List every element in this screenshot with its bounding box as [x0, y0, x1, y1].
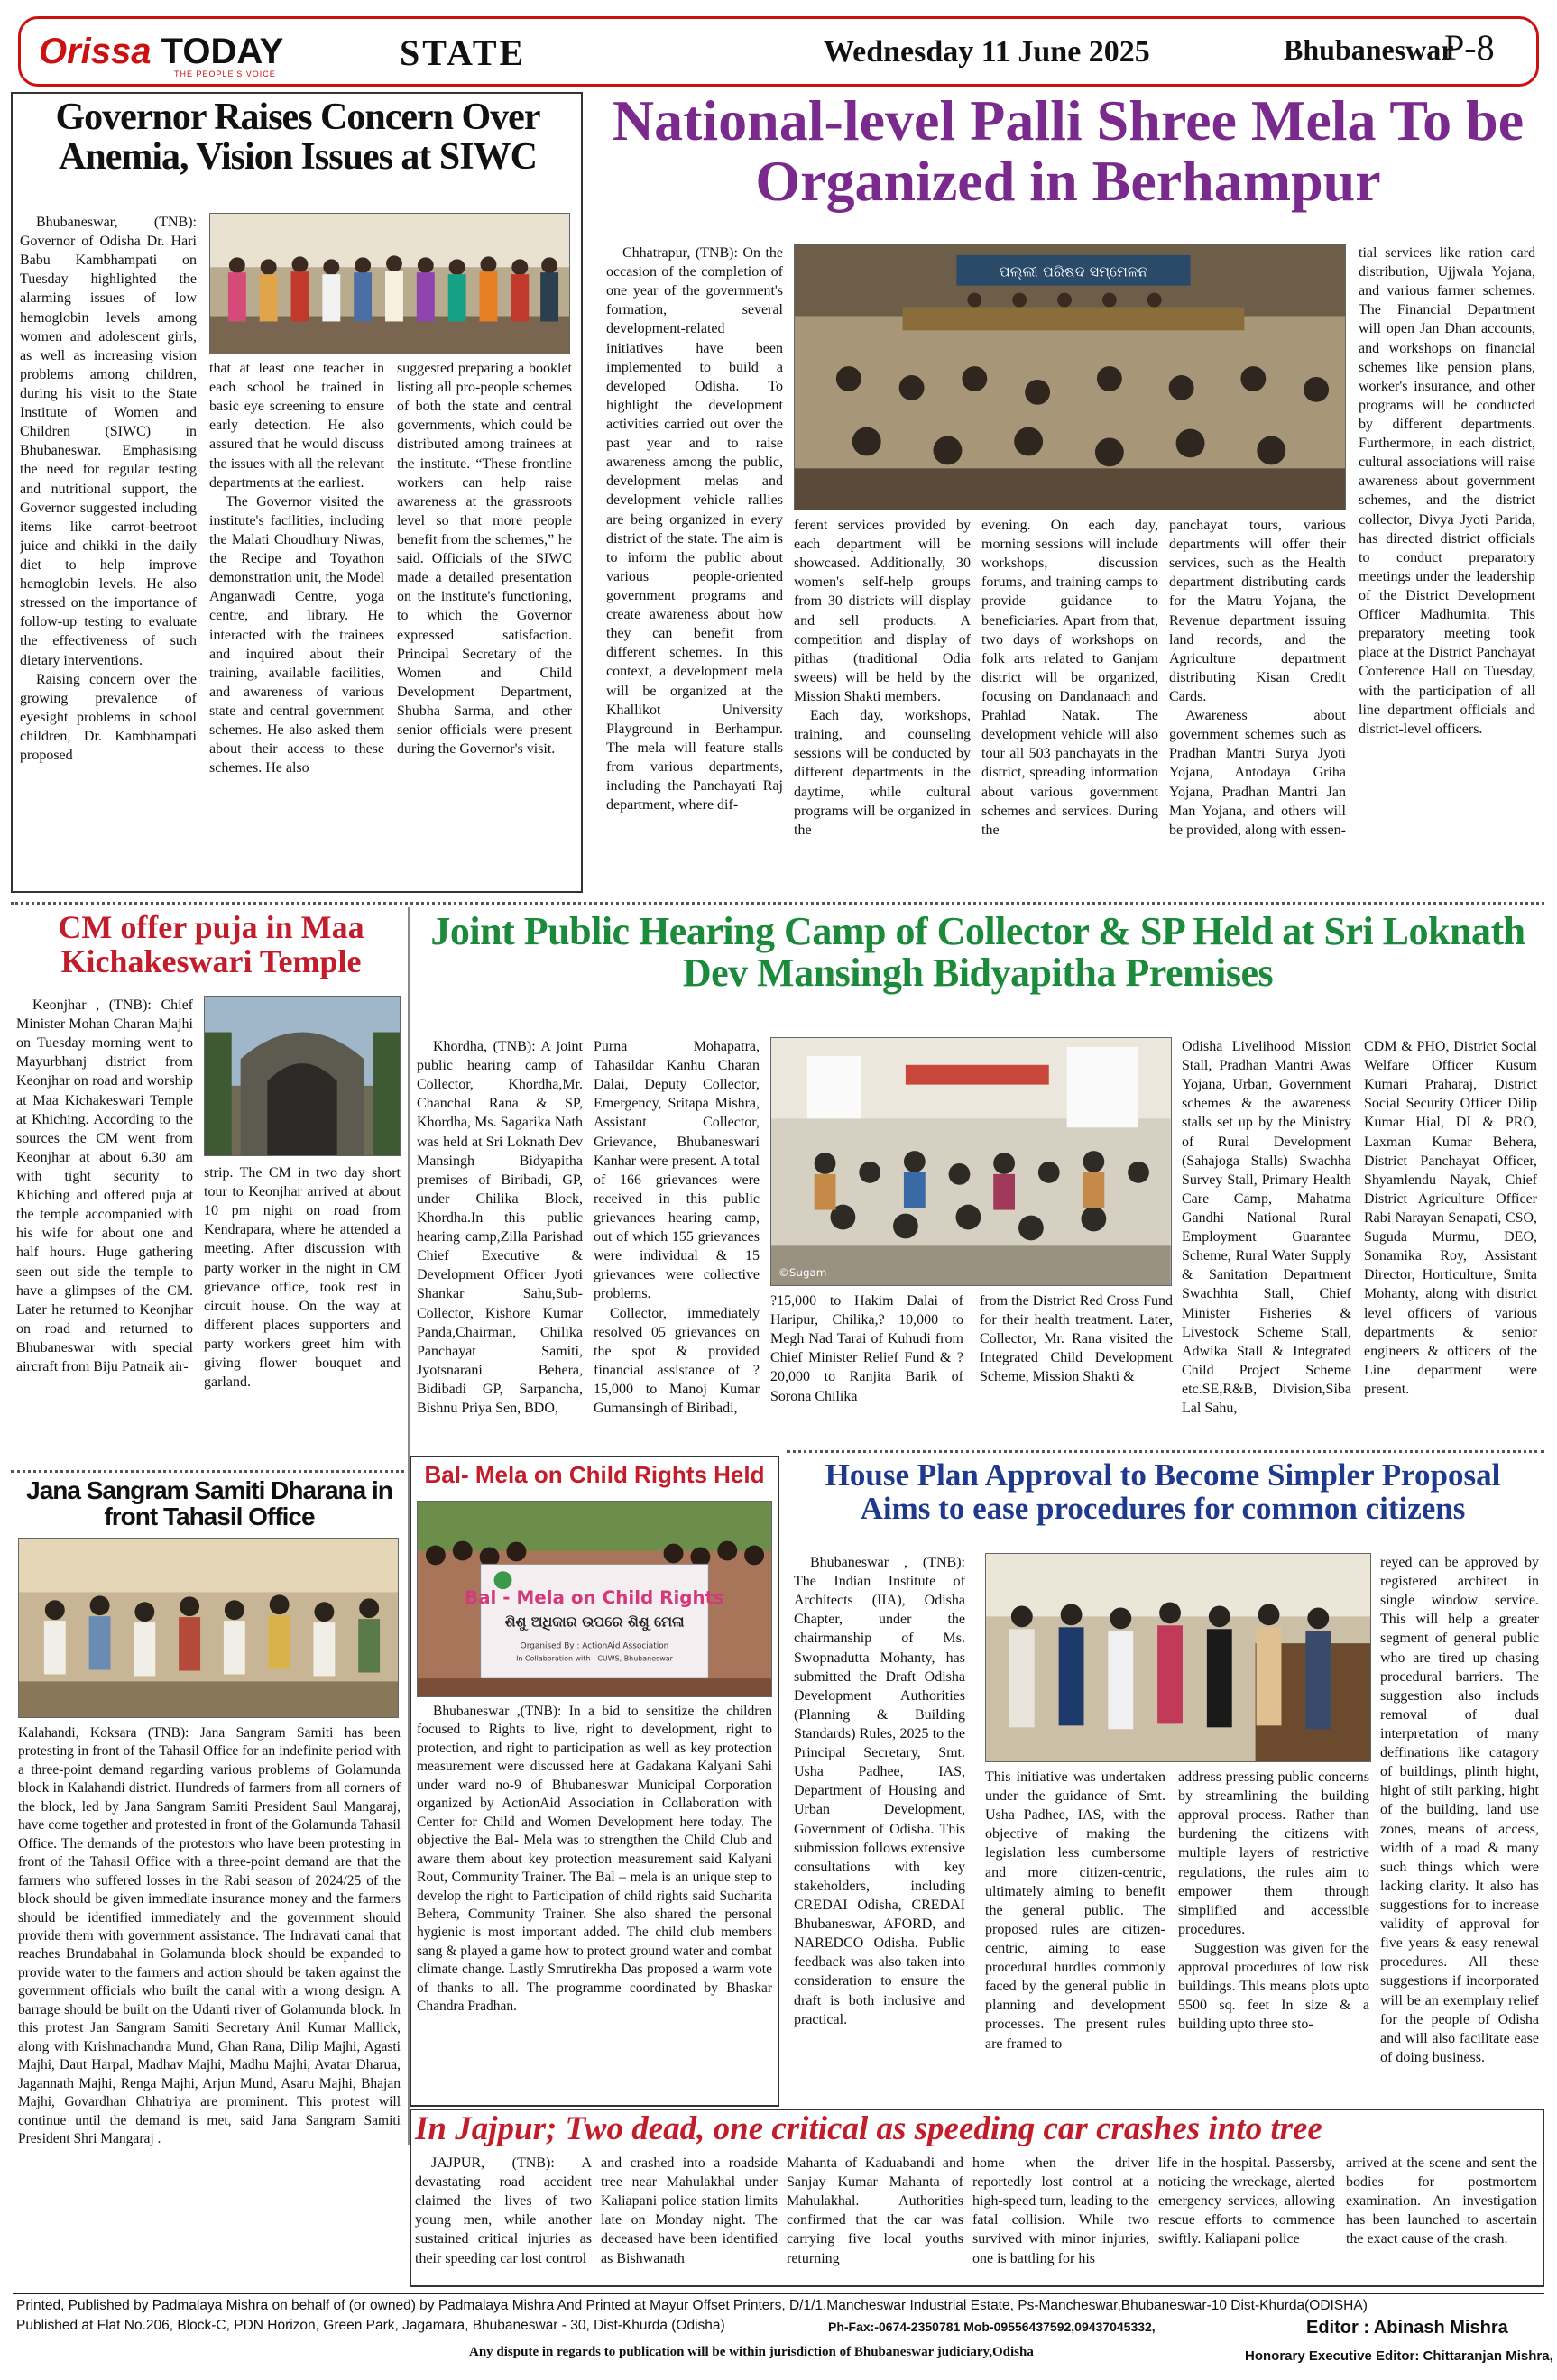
paragraph: This initiative was undertaken under the guidance of Smt. Usha Padhee, IAS, with the objective of making the legislation less cumbersome and more citizen-centric, ultimately aiming to benefit the general public. The proposed rules are citizen-centric, aiming to ease procedural hurdles commonly faced by the general public in planning and development processes. The present rules are framed to	[985, 1769, 1165, 2052]
paragraph: ferent services provided by each department will be showcased. Additionally, 30 women's self-help groups from 30 districts will display and sell products. A competition and display of pithas (traditional Odia sweets) will be held by the Mission Shakti members.	[794, 518, 971, 704]
jajpur-headline[interactable]: In Jajpur; Two dead, one critical as speeding car crashes into tree	[415, 2110, 1322, 2147]
house-col-3	[1178, 1768, 1369, 2105]
palli-col-3	[981, 516, 1158, 891]
stage-banner-text: ପଲ୍ଲୀ ପରିଷଦ ସମ୍ମେଳନ	[999, 262, 1148, 280]
newspaper-logo[interactable]	[39, 32, 283, 72]
hearing-camp-photo	[770, 1037, 1172, 1286]
banner-line-3: Organised By : ActionAid Association	[520, 1641, 669, 1651]
cm-col-1	[16, 996, 193, 1468]
bal-mela-photo	[417, 1501, 772, 1697]
footer-phone: Ph-Fax:-0674-2350781 Mob-09556437592,09437045332,	[828, 2320, 1156, 2334]
dharana-photo	[18, 1538, 399, 1718]
temple-photo	[204, 996, 401, 1156]
paragraph: arrived at the scene and sent the bodies for postmortem examination. An investigation has been launched to ascertain the exact cause of the crash.	[1346, 2155, 1537, 2247]
paragraph: suggested preparing a booklet listing all pro-people schemes of both the state and central governments, which could be distributed among trainees at the institute. “These frontline workers can help raise awareness at the grassroots level so that more people benefit from the schemes,” he said. Officials of the SIWC made a detailed presentation on the institute's functioning, to which the Governor expressed satisfaction. Principal Secretary of the Women and Child Development Department, Shubha Sarma, and other senior officials were present during the Governor's visit.	[397, 361, 572, 758]
jajpur-col-1	[415, 2154, 592, 2285]
jajpur-col-6	[1346, 2154, 1537, 2285]
paragraph: Bhubaneswar ,(TNB): In a bid to sensitize the children focused to Rights to live, right to development, right to protection, and right to participation as well as key protection measurement were discussed here at Gadakana Kalyani Sahi under ward no-9 of Bhubaneswar Municipal Corporation organized by ActionAid Association in Collaboration with Center for Child and Women Development here today. The objective the Bal- Mela was to strengthen the Child Club and aware them about key protection measurement said Kalyani Rout, Community Trainer. The Bal – mela is an unique step to develop the right to Participation of child rights said Sucharita Behera, Community Trainer. She also shared the personal hygienic is most important added. The child club members sang & played a game how to protect ground water and combat climate change. Lastly Smrutirekha Das proposed a warm vote of thanks to all. The programme coordinated by Bhaskar Chandra Pradhan.	[417, 1704, 772, 2015]
footer-jurisdiction: Any dispute in regards to publication will be within jurisdiction of Bhubaneswar judiciary,Odisha	[469, 2345, 1034, 2359]
paragraph: home when the driver reportedly lost control at a high-speed turn, leading to the fatal collision. While two survived with minor injuries, one is battling for his	[972, 2155, 1149, 2266]
hearing-col-3	[770, 1291, 963, 1441]
hearing-col-5	[1182, 1037, 1351, 1441]
paragraph: JAJPUR, (TNB): A devastating road accident claimed the lives of two young men, while another sustained critical injuries as their speeding car lost control	[415, 2155, 592, 2266]
logo-text: Orissa	[39, 31, 152, 71]
banner-line-4: In Collaboration with - CUWS, Bhubaneswar	[516, 1654, 673, 1663]
cm-col-2	[204, 1163, 401, 1468]
governor-group-photo	[209, 213, 570, 354]
paragraph: reyed can be approved by registered architect in single window service. This will help a greater segment of general public who are tired up chasing procedural barriers. The suggestion also includs removal of dual interpretation of many deffinations like catagory of buildings, plinth hight, hight of stilt parking, hight of the building, land use zones, means of access, width of a road & many such things which were lacking clarity. It also has suggestions for to increase validity of approval for five years & easy renewal procedures. All these suggestions if incorporated will be an exemplary relief for the people of Odisha and will also facilitate ease of doing business.	[1380, 1555, 1539, 2065]
hearing-col-4	[980, 1291, 1173, 1441]
house-col-4	[1380, 1553, 1539, 2105]
paragraph: Kalahandi, Koksara (TNB): Jana Sangram Samiti has been protesting in front of the Tahasil Office for an indefinite period with a three-point demand regarding various problems of Golamunda block in Kalahandi district. Hundreds of farmers from all corners of the block, led by Jana Sangram Samiti President Saul Mangaraj, have come together and protested in front of the Golamunda Tahasil Office. The demands of the protestors who have been protesting in front of the Tahasil Office with a three-point demand are that the farmers who suffered losses in the Rabi season of 2024/25 of the block should be given immediate insurance money and the farmers should be identified immediately and the government should provide them with government assistance. The Indravati canal that reaches Brundabahal in Golamunda block should be expanded to provide water to the farmers and action should be taken against the government officials who built the canal with a wrong design. A barrage should be built on the Udanti river of Golamunda block. In this protest Jan Sangram Samiti Secretary Anil Kumar Mallick, along with Krishnachandra Mund, Ghan Rana, Dilip Majhi, Agasti Majhi, Daut Harpal, Madhav Majhi, Madhu Majhi, Avatar Dharua, Jagannath Majhi, Renga Majhi, Arjun Mund, Asaru Majhi, Bhajan Majhi, Govardhan Chhatriya are prominent. This protest will continue until the demand is met, said Jana Sangram Samiti President Shri Mangaraj .	[18, 1725, 401, 2146]
paragraph: from the District Red Cross Fund for their health treatment. Later, Collector, Mr. Rana visited the Integrated Child Development Scheme, Mission Shakti &	[980, 1293, 1173, 1385]
house-col-1	[794, 1553, 965, 2105]
paragraph: Bhubaneswar , (TNB): The Indian Institute of Architects (IIA), Odisha Chapter, under the chairmanship of Ms. Swopnadutta Mohanty, has submitted the Draft Odisha Development Authorities (Planning & Building Standards) Rules, 2025 to the Principal Secretary, Smt. Usha Padhee, IAS, Department of Housing and Urban Development, Government of Odisha. This submission follows extensive consultations with key stakeholders, including CREDAI Odisha, CREDAI Bhubaneswar, AFORD, and NAREDCO Odisha. Public feedback was also taken into consideration to ensure the draft is both inclusive and practical.	[794, 1555, 965, 2027]
house-plan-headline[interactable]: House Plan Approval to Become Simpler Proposal Aims to ease procedures for common citizens	[825, 1457, 1501, 1526]
palli-col-4	[1169, 516, 1346, 891]
jana-sangram-body	[18, 1724, 401, 2148]
section-divider	[11, 1470, 404, 1473]
palli-shree-headline[interactable]: National-level Palli Shree Mela To be Organized in Berhampur	[612, 88, 1525, 214]
section-name: STATE	[400, 32, 527, 73]
paragraph: Odisha Livelihood Mission Stall, Pradhan Mantri Awas Yojana, Urban, Government schemes & the awareness stalls set up by the Ministry of Rural Development (Sahajoga Stalls) Swachha Survey Stall, Primary Health Care Camp, Mahatma Gandhi National Rural Employment Guarantee Scheme, Rural Water Supply & Sanitation Department Swachhta Stall, Chief Minister Fisheries & Livestock Scheme Stall, Adwika Stall & Integrated Child Project Scheme etc.SE,R&B, Division,Siba Lal Sahu,	[1182, 1039, 1351, 1417]
paragraph: and crashed into a roadside tree near Mahulakhal under Kaliapani police station limits late on Monday night. The deceased have been identified as Bishwanath	[601, 2155, 778, 2266]
page-number: P-8	[1444, 27, 1495, 68]
photo-credit: ©Sugam	[778, 1266, 827, 1280]
paragraph: ?15,000 to Hakim Dalai of Haripur, Chilika,? 10,000 to Megh Nad Tarai of Kuhudi from Chief Minister Relief Fund & ?20,000 to Ranjita Barik of Sorona Chilika	[770, 1293, 963, 1404]
paragraph: strip. The CM in two day short tour to Keonjhar arrived at about 10 pm night on road from Kendrapara, where he attended a meeting. After discussion with party worker in the night in CM grievance office, took rest in circuit house. On the way at different places supporters and party workers greet him with giving flower bouquet and garland.	[204, 1165, 401, 1391]
paragraph: Bhubaneswar, (TNB): Governor of Odisha Dr. Hari Babu Kambhampati on Tuesday highlighted the alarming issues of low hemoglobin levels among women and adolescent girls, as well as increasing vision problems among children, during his visit to the State Institute of Women and Children (SIWC) in Bhubaneswar. Emphasising the need for regular testing and nutritional support, the Governor suggested including items like carrot-beetroot juice and chikki in the daily diet to help improve hemoglobin levels. He also stressed on the importance of follow-up testing to evaluate the effectiveness of such dietary interventions.	[20, 215, 197, 668]
paragraph: Khordha, (TNB): A joint public hearing camp of Collector, Khordha,Mr. Chanchal Rana & SP, Khordha, Ms. Sagarika Nath was held at Sri Loknath Dev Mansingh Bidyapitha premises of Biribadi, GP, under Chilika Block, Khordha.In this public hearing camp,Zilla Parishad Chief Executive & Development Officer Jyoti Shankar Sahu,Sub-Collector, Kishore Kumar Panda,Chairman, Chilika Panchayat Samiti, Jyotsnarani Behera, Bidibadi GP, Sarpancha, Bishnu Priya Sen, BDO,	[417, 1039, 583, 1417]
paragraph: that at least one teacher in each school be trained in basic eye screening to ensure early detection. He also assured that he would discuss the issues with all the relevant departments at the earliest.	[209, 361, 384, 491]
paragraph: address pressing public concerns by streamlining the building approval process. Rather than burdening the citizens with multiple layers of restrictive regulations, the rules aim to empower them through simplified and accessible procedures.	[1178, 1769, 1369, 1937]
paragraph: evening. On each day, morning sessions will include workshops, discussion forums, and training camps to provide guidance to beneficiaries. Apart from that, two days of workshops on folk arts related to Ganjam district will be organized, focusing on Dandanaach and Prahlad Natak. The development vehicle will also tour all 503 panchayats in the district, spreading information about various government schemes and services. During the	[981, 518, 1158, 838]
hearing-col-2	[594, 1037, 760, 1441]
footer-rule	[13, 2293, 1544, 2294]
cm-puja-headline[interactable]: CM offer puja in Maa Kichakeswari Temple	[58, 909, 364, 979]
palli-col-1	[606, 244, 783, 891]
paragraph: Collector, immediately resolved 05 grievances on the spot & provided financial assistance of ?15,000 to Manoj Kumar Gumansingh of Biribadi,	[594, 1305, 760, 1417]
paragraph: Suggestion was given for the approval procedures of low risk buildings. This means plots upto 5500 sq. feet In size & a building upto three sto-	[1178, 1940, 1369, 2033]
paragraph: Raising concern over the growing prevalence of eyesight problems in school children, Dr. Kambhampati proposed	[20, 671, 197, 764]
paragraph: The Governor visited the institute's facilities, including the Malati Choudhury Niwas, the Recipe and Toyathon demonstration unit, the Model Anganwadi Centre, yoga centre, and library. He interacted with the trainees and inquired about their training, available facilities, and awareness of various state and central government schemes. He also asked them about their access to these schemes. He also	[209, 493, 384, 776]
hearing-col-1	[417, 1037, 583, 1441]
jajpur-col-3	[787, 2154, 963, 2285]
footer-editor: Editor : Abinash Mishra	[1306, 2318, 1508, 2338]
hearing-col-6	[1364, 1037, 1537, 1441]
public-hearing-headline[interactable]: Joint Public Hearing Camp of Collector & SP Held at Sri Loknath Dev Mansingh Bidyapitha Premises	[430, 909, 1525, 996]
logo-bold-text: TODAY	[161, 31, 284, 71]
jajpur-col-5	[1158, 2154, 1335, 2285]
issue-date: Wednesday 11 June 2025	[824, 35, 1150, 69]
paragraph: Keonjhar , (TNB): Chief Minister Mohan Charan Majhi on Tuesday morning went to Mayurbhanj district from Keonjhar on road and worship at Maa Kichakeswari Temple at Khiching. According to the sources the CM went from Keonjhar at about 6.30 am with tight security to Khiching and offered puja at the temple accompanied with his wife for about one and half hours. Huge gathering seen out side the temple to have a glimpses of the CM. Later he returned to Keonjhar on road and returned to Bhubaneswar with special aircraft from Biju Patnaik air-	[16, 997, 193, 1375]
house-plan-photo	[985, 1553, 1371, 1762]
section-divider	[787, 1450, 1544, 1453]
paragraph: life in the hospital. Passersby, noticing the wreckage, alerted emergency services, allowing rescue efforts to commence swiftly. Kaliapani police	[1158, 2155, 1335, 2247]
palli-col-5	[1359, 244, 1535, 891]
paragraph: Mahanta of Kaduabandi and Sanjay Kumar Mahanta of Mahulakhal. Authorities confirmed that the car was carrying five local youths returning	[787, 2155, 963, 2266]
footer-published-at: Published at Flat No.206, Block-C, PDN Horizon, Green Park, Jagamara, Bhubaneswar - 30, Dist-Khurda (Odisha)	[16, 2318, 725, 2333]
bal-mela-body	[417, 1703, 772, 2105]
banner-line-1: Bal - Mela on Child Rights	[464, 1586, 725, 1608]
paragraph: Each day, workshops, training, and counseling sessions will be conducted by different departments in the daytime, while cultural programs will be organized in the	[794, 708, 971, 838]
paragraph: Awareness about government schemes such as Pradhan Mantri Surya Jyoti Yojana, Antodaya Griha Yojana, Pradhan Mantri Jan Man Yojana, and others will be provided, along with essen-	[1169, 708, 1346, 838]
paragraph: panchayat tours, various departments will offer their services, such as the Health department distributing cards for the Matru Yojana, the Revenue department issuing land records, and the Agriculture department distributing Kisan Credit Cards.	[1169, 518, 1346, 704]
house-col-2	[985, 1768, 1165, 2105]
paragraph: CDM & PHO, District Social Welfare Officer Kusum Kumari Praharaj, District Social Security Officer Dilip Kumar Hial, DI & PRO, Laxman Kumar Behera, District Panchayat Officer, Shyamlendu Nayak, Chief District Agriculture Officer Rabi Narayan Senapati, CSO, Suguda Murmu, DEO, Sonamika Roy, Assistant Director, Horticulture, Smita Mohanty, along with district level officers of various departments & senior engineers & officers of the Line department were present.	[1364, 1039, 1537, 1397]
paragraph: Purna Mohapatra, Tahasildar Kanhu Charan Dalai, Deputy Collector, Emergency, Sritapa Mishra, Assistant Collector, Grievance, Bhubaneswari Kanhar were present. A total of 166 grievances were received in this public grievances hearing camp, out of which 155 grievances were individual & 15 grievances were collective problems.	[594, 1039, 760, 1302]
governor-col-1	[20, 213, 197, 889]
masthead	[18, 16, 1539, 87]
governor-col-2	[209, 359, 384, 889]
paragraph: Chhatrapur, (TNB): On the occasion of the completion of one year of the government's formation, several development-related initiatives have been implemented to build a developed Odisha. To highlight the development activities carried out over the past year and to raise awareness among the public, development melas and development vehicle rallies are being organized in every district of the state. The aim is to inform the public about various people-oriented government programs and create awareness about how they can benefit from different schemes. In this context, a development mela will be organized at the Khallikot University Playground in Berhampur. The mela will feature stalls from various departments, including the Panchayati Raj department, where dif-	[606, 245, 783, 813]
footer-honorary-editor: Honorary Executive Editor: Chittaranjan Mishra,	[1245, 2348, 1553, 2364]
edition-city: Bhubaneswar	[1284, 33, 1454, 66]
governor-col-3	[397, 359, 572, 889]
section-divider	[11, 902, 1544, 905]
jana-sangram-headline[interactable]: Jana Sangram Samiti Dharana in front Tahasil Office	[26, 1476, 392, 1531]
bal-mela-headline[interactable]: Bal- Mela on Child Rights Held	[424, 1461, 765, 1488]
governor-headline[interactable]: Governor Raises Concern Over Anemia, Vision Issues at SIWC	[55, 96, 540, 179]
logo-tagline: THE PEOPLE'S VOICE	[174, 69, 276, 78]
jajpur-col-2	[601, 2154, 778, 2285]
paragraph: tial services like ration card distribution, Ujjwala Yojana, and various farmer schemes. The Financial Department will open Jan Dhan accounts, and workshops on financial schemes like pension plans, worker's insurance, and other programs will be conducted by different departments. Furthermore, in each district, cultural associations will raise awareness about government schemes, and the district collector, Divya Jyoti Parida, has directed district officials to conduct preparatory meetings under the leadership of the District Development Officer Madhumita. This preparatory meeting took place at the District Panchayat Conference Hall on Tuesday, with the participation of all line department officials and district-level officers.	[1359, 245, 1535, 737]
footer-printed-by: Printed, Published by Padmalaya Mishra on behalf of (or owned) by Padmalaya Mishra And Printed at Mayur Offset Printers, D/1/1,Mancheswar Industrial Estate, Ps-Mancheswar,Bhubaneswar-10 Dist-Khurda(ODISHA)	[16, 2298, 1368, 2313]
jajpur-col-4	[972, 2154, 1149, 2285]
palli-meeting-photo	[794, 244, 1346, 510]
banner-line-2: ଶିଶୁ ଅଧିକାର ଉପରେ ଶିଶୁ ମେଳା	[504, 1613, 685, 1631]
palli-col-2	[794, 516, 971, 891]
